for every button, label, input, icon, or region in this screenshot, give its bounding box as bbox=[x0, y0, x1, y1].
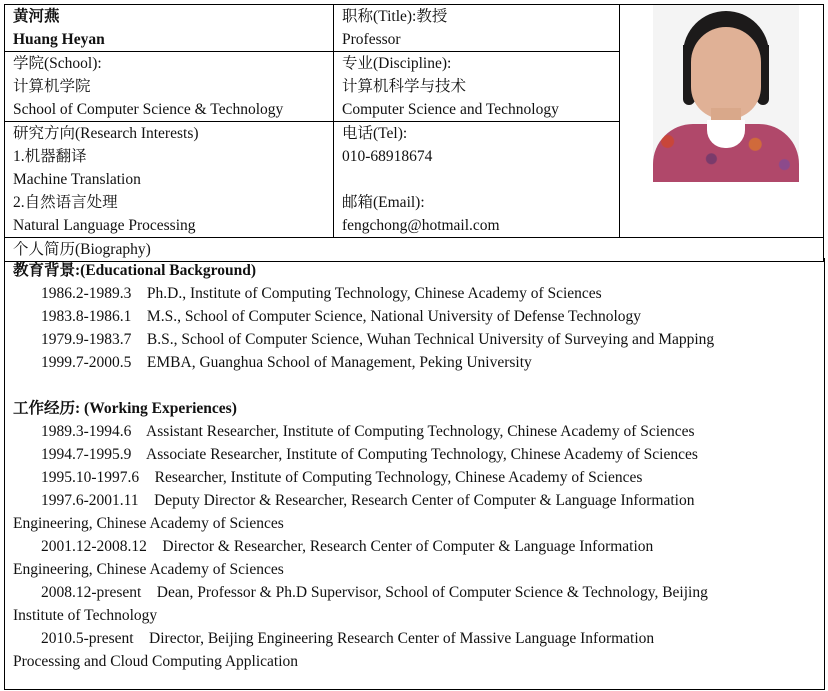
work-line: Engineering, Chinese Academy of Sciences bbox=[13, 515, 284, 532]
portrait-photo bbox=[653, 5, 799, 182]
name-cell bbox=[5, 5, 334, 52]
research-1-cn: 1.机器翻译 bbox=[13, 148, 87, 165]
work-line: 1989.3-1994.6 Assistant Researcher, Institute of Computing Technology, Chinese Academy of Sciences bbox=[41, 423, 695, 440]
portrait-face bbox=[691, 27, 761, 119]
research-cell bbox=[5, 122, 334, 238]
education-item: 1983.8-1986.1 M.S., School of Computer Science, National University of Defense Technology bbox=[41, 308, 642, 325]
school-label: 学院(School): bbox=[13, 55, 102, 72]
work-line: 1995.10-1997.6 Researcher, Institute of Computing Technology, Chinese Academy of Sciences bbox=[41, 469, 643, 486]
work-heading: 工作经历: (Working Experiences) bbox=[13, 400, 237, 417]
email-value: fengchong@hotmail.com bbox=[342, 217, 500, 234]
discipline-cell bbox=[334, 52, 620, 122]
work-list bbox=[13, 420, 821, 673]
education-list bbox=[13, 282, 821, 374]
biography-header-cell bbox=[5, 238, 824, 262]
profile-table bbox=[4, 4, 824, 262]
discipline-en: Computer Science and Technology bbox=[342, 101, 559, 118]
education-heading: 教育背景:(Educational Background) bbox=[13, 262, 257, 279]
work-line: Institute of Technology bbox=[13, 607, 158, 624]
education-item: 1986.2-1989.3 Ph.D., Institute of Computing Technology, Chinese Academy of Sciences bbox=[41, 285, 602, 302]
discipline-cn: 计算机科学与技术 bbox=[342, 78, 467, 95]
discipline-label: 专业(Discipline): bbox=[342, 55, 452, 72]
work-line: 2010.5-present Director, Beijing Engineering Research Center of Massive Language Information bbox=[41, 630, 655, 647]
work-line: 2001.12-2008.12 Director & Researcher, Research Center of Computer & Language Information bbox=[41, 538, 654, 555]
education-item: 1999.7-2000.5 EMBA, Guanghua School of Management, Peking University bbox=[41, 354, 532, 371]
research-2-cn: 2.自然语言处理 bbox=[13, 194, 118, 211]
research-2-en: Natural Language Processing bbox=[13, 217, 196, 234]
research-1-en: Machine Translation bbox=[13, 171, 141, 188]
title-cell bbox=[334, 5, 620, 52]
research-label: 研究方向(Research Interests) bbox=[13, 125, 199, 142]
tel-label: 电话(Tel): bbox=[342, 125, 408, 142]
biography-body bbox=[13, 259, 821, 673]
work-line: 1994.7-1995.9 Associate Researcher, Institute of Computing Technology, Chinese Academy of Sciences bbox=[41, 446, 698, 463]
work-line: 2008.12-present Dean, Professor & Ph.D Supervisor, School of Computer Science & Technology, Beijing bbox=[41, 584, 708, 601]
name-cn: 黄河燕 bbox=[13, 8, 60, 25]
contact-cell bbox=[334, 122, 620, 238]
school-cell bbox=[5, 52, 334, 122]
title-value: Professor bbox=[342, 31, 401, 48]
name-en: Huang Heyan bbox=[13, 31, 105, 48]
biography-label: 个人简历(Biography) bbox=[13, 241, 151, 258]
email-label: 邮箱(Email): bbox=[342, 194, 425, 211]
photo-cell bbox=[620, 5, 824, 238]
school-en: School of Computer Science & Technology bbox=[13, 101, 284, 118]
title-label: 职称(Title):教授 bbox=[342, 8, 448, 25]
work-line: Processing and Cloud Computing Application bbox=[13, 653, 299, 670]
work-line: Engineering, Chinese Academy of Sciences bbox=[13, 561, 284, 578]
work-line: 1997.6-2001.11 Deputy Director & Researcher, Research Center of Computer & Language Information bbox=[41, 492, 695, 509]
tel-value: 010-68918674 bbox=[342, 148, 433, 165]
school-cn: 计算机学院 bbox=[13, 78, 91, 95]
education-item: 1979.9-1983.7 B.S., School of Computer Science, Wuhan Technical University of Surveying and Mapping bbox=[41, 331, 715, 348]
